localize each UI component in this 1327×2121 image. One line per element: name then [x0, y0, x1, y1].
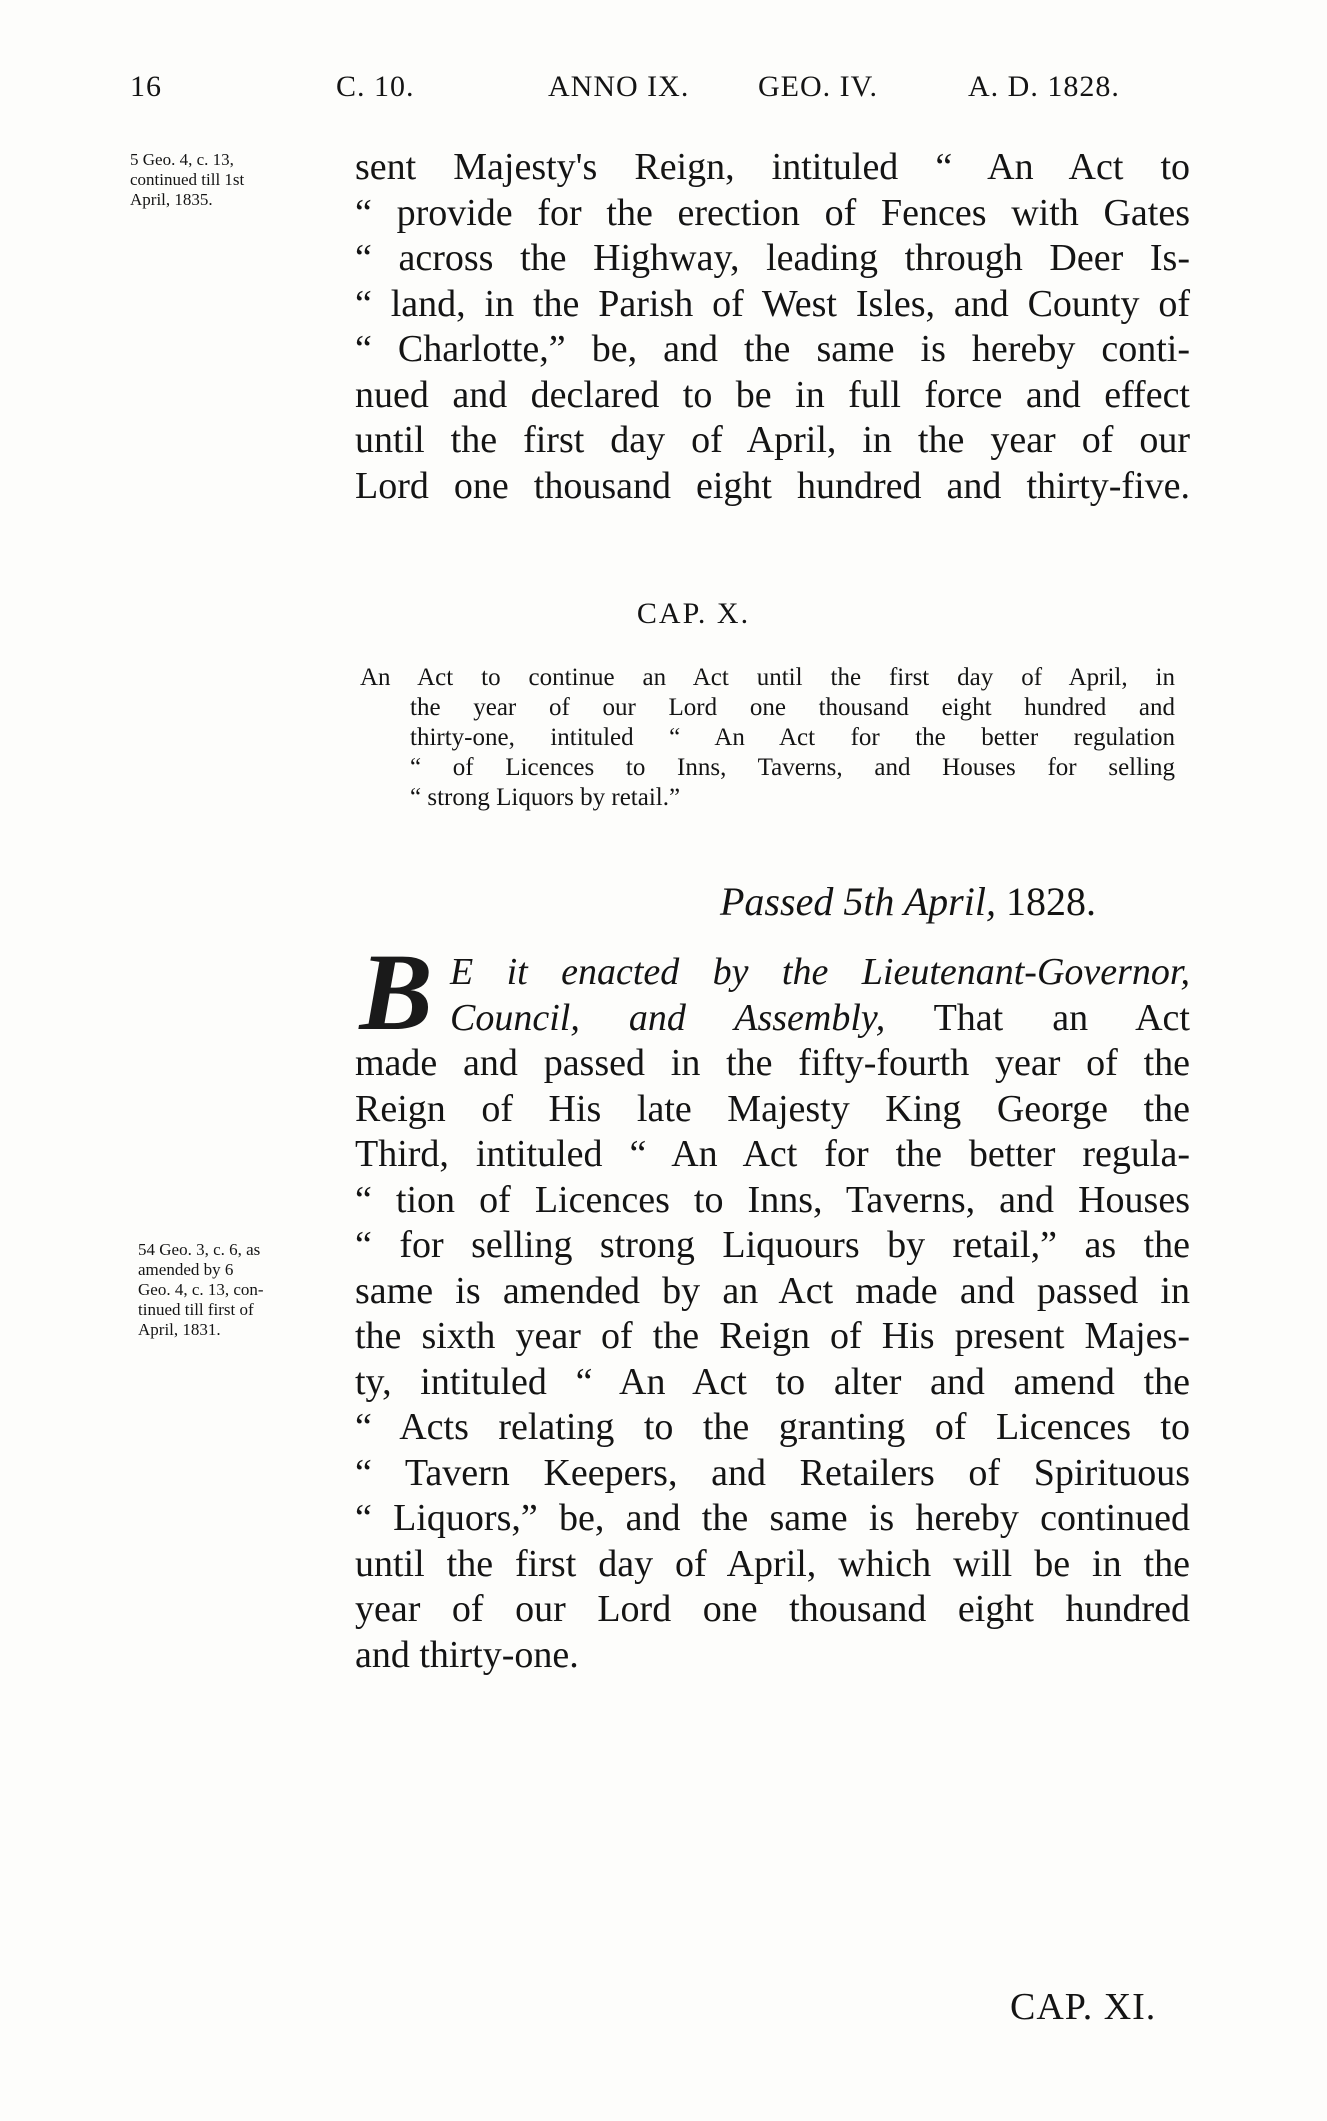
- text-line: sent Majesty's Reign, intituled “ An Act to: [355, 146, 1190, 188]
- text-line: “ provide for the erection of Fences with Gates: [355, 191, 1190, 234]
- text-line: and thirty-one.: [355, 1633, 579, 1676]
- year-label: A. D. 1828.: [968, 70, 1120, 103]
- text-line: ty, intituled “ An Act to alter and amend the: [355, 1360, 1190, 1403]
- margin-note-line: April, 1831.: [138, 1320, 221, 1339]
- text-line: “ Tavern Keepers, and Retailers of Spirituous: [355, 1451, 1190, 1494]
- text-line: “ Liquors,” be, and the same is hereby continued: [355, 1497, 1190, 1539]
- text-line: Reign of His late Majesty King George the: [355, 1087, 1190, 1130]
- chapter-label: C. 10.: [336, 70, 415, 103]
- reign-label: GEO. IV.: [758, 70, 878, 103]
- summary-line: the year of our Lord one thousand eight hundred and: [410, 694, 1175, 721]
- passed-label: Passed 5th April,: [720, 879, 996, 924]
- text-line: Lord one thousand eight hundred and thirty-five.: [355, 464, 1190, 507]
- text-line: until the first day of April, in the year of our: [355, 419, 1190, 461]
- passed-year: 1828.: [1005, 879, 1096, 924]
- drop-cap: B: [359, 931, 433, 1053]
- margin-note-line: amended by 6: [138, 1260, 234, 1279]
- enacting-paragraph: [355, 950, 1190, 1678]
- enacting-authority: Council, and Assembly,: [450, 996, 886, 1039]
- summary-line: “ strong Liquors by retail.”: [410, 784, 681, 811]
- running-header: [130, 70, 1190, 110]
- text-line: same is amended by an Act made and passed in: [355, 1269, 1190, 1312]
- text-line-mixed: [355, 996, 1190, 1042]
- text-line: “ Acts relating to the granting of Licences to: [355, 1406, 1190, 1448]
- text-line: the sixth year of the Reign of His present Majes-: [355, 1315, 1190, 1357]
- margin-note-first: [130, 150, 244, 210]
- text-line: year of our Lord one thousand eight hundred: [355, 1588, 1190, 1630]
- text-line: nued and declared to be in full force and effect: [355, 373, 1190, 416]
- margin-note-line: 54 Geo. 3, c. 6, as: [138, 1240, 261, 1259]
- text-line: made and passed in the fifty-fourth year of the: [355, 1042, 1190, 1084]
- text-line: “ land, in the Parish of West Isles, and County of: [355, 282, 1190, 325]
- page-number: 16: [130, 70, 162, 103]
- text-line: “ tion of Licences to Inns, Taverns, and Houses: [355, 1178, 1190, 1221]
- catchword: CAP. XI.: [1010, 1986, 1157, 2028]
- chapter-heading: CAP. X.: [636, 597, 751, 630]
- text-line: “ Charlotte,” be, and the same is hereby conti-: [355, 328, 1190, 370]
- margin-note-second: [138, 1240, 264, 1340]
- margin-note-line: April, 1835.: [130, 190, 213, 209]
- text-line: “ for selling strong Liquours by retail,” as the: [355, 1224, 1190, 1266]
- continuation-paragraph: [355, 145, 1190, 509]
- margin-note-line: Geo. 4, c. 13, con-: [138, 1280, 264, 1299]
- margin-note-line: tinued till first of: [138, 1300, 254, 1319]
- margin-note-line: continued till 1st: [130, 170, 245, 189]
- text-fragment: That an Act: [885, 996, 1190, 1039]
- text-line: until the first day of April, which will be in the: [355, 1542, 1190, 1585]
- text-line: Third, intituled “ An Act for the better regula-: [355, 1133, 1190, 1175]
- summary-line: thirty-one, intituled “ An Act for the better regulation: [410, 724, 1175, 751]
- summary-line: “ of Licences to Inns, Taverns, and Houses for selling: [410, 754, 1175, 781]
- act-summary: [360, 663, 1175, 813]
- margin-note-line: 5 Geo. 4, c. 13,: [130, 150, 234, 169]
- summary-line: An Act to continue an Act until the first day of April, in: [360, 664, 1175, 691]
- text-line: “ across the Highway, leading through Deer Is-: [355, 237, 1190, 279]
- text-line: E it enacted by the Lieutenant-Governor,: [450, 951, 1190, 993]
- passed-date: [720, 878, 1096, 925]
- anno-label: ANNO IX.: [548, 70, 690, 103]
